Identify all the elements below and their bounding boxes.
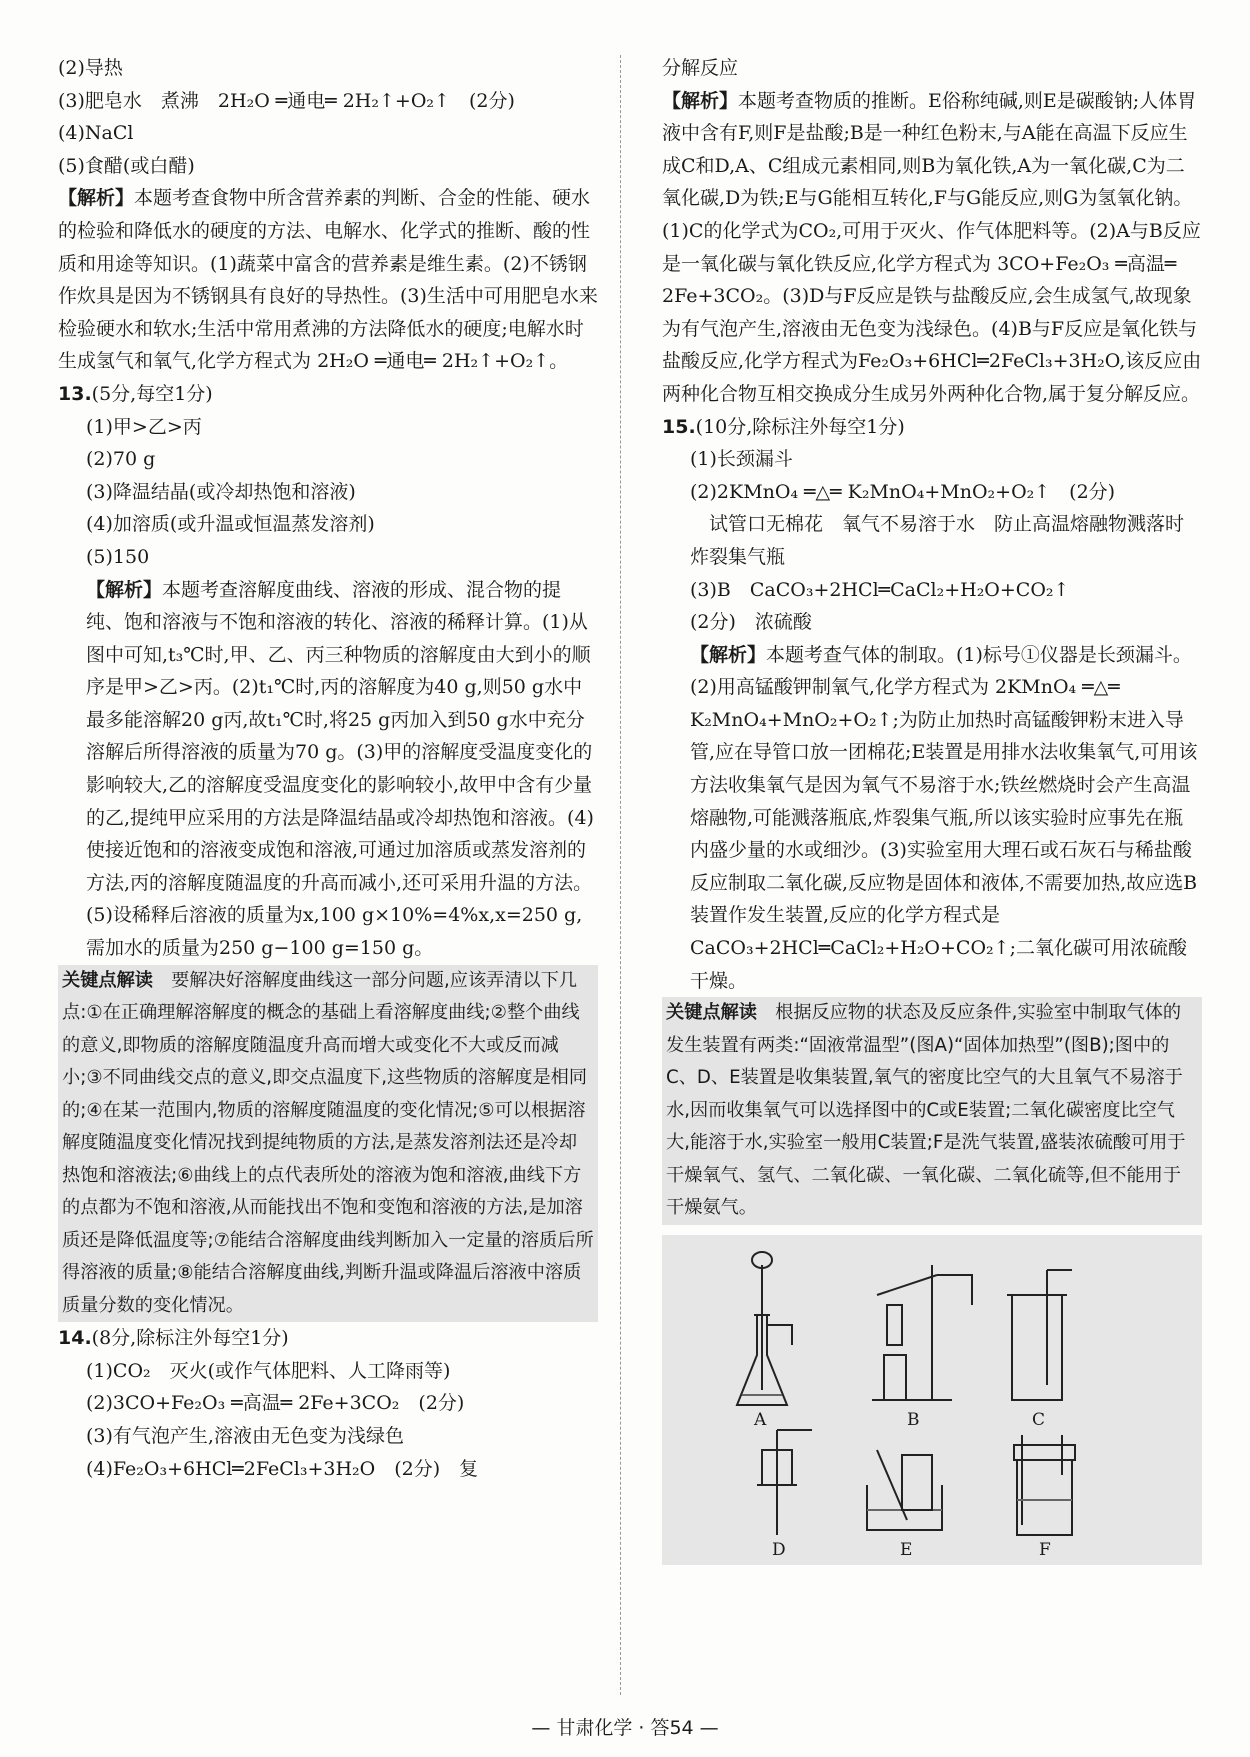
- answer-line: (4)Fe₂O₃+6HCl═2FeCl₃+3H₂O (2分) 复: [86, 1457, 479, 1480]
- question-number: 13.: [58, 382, 92, 405]
- answer-line: 试管口无棉花 氧气不易溶于水 防止高温熔融物溅落时炸裂集气瓶: [690, 513, 1185, 568]
- answer-line: (3)降温结晶(或冷却热饱和溶液): [86, 480, 356, 503]
- left-column: [58, 52, 598, 1485]
- key-point-box: [662, 997, 1202, 1225]
- answer-line: (2)3CO+Fe₂O₃ ═高温═ 2Fe+3CO₂ (2分): [86, 1392, 465, 1415]
- figure-label-c: C: [1032, 1409, 1046, 1430]
- answer-line: (2分) 浓硫酸: [690, 611, 812, 634]
- analysis-tag: 【解析】: [58, 187, 135, 210]
- page-footer: — 甘肃化学 · 答54 —: [531, 1717, 719, 1739]
- question-number: 15.: [662, 415, 696, 438]
- analysis-tag: 【解析】: [690, 643, 767, 666]
- analysis-tag: 【解析】: [662, 89, 739, 112]
- q12-analysis: [58, 182, 598, 378]
- key-point-box: [58, 965, 598, 1323]
- key-point-title: 关键点解读: [62, 969, 153, 991]
- apparatus-c: [1007, 1270, 1072, 1400]
- answer-line: (5)150: [86, 545, 150, 568]
- right-column: [662, 52, 1202, 1565]
- q15-header: [662, 411, 1202, 444]
- score-note: (8分,除标注外每空1分): [91, 1327, 289, 1350]
- answer-line: (2)导热: [58, 57, 123, 79]
- score-note: (10分,除标注外每空1分): [695, 415, 905, 438]
- q13-analysis: [58, 574, 598, 965]
- analysis-text: 本题考查溶解度曲线、溶液的形成、混合物的提纯、饱和溶液与不饱和溶液的转化、溶液的稀释计算。(1)从图中可知,t₃℃时,甲、乙、丙三种物质的溶解度由大到小的顺序是甲>乙>丙。(2)t₁℃时,丙的溶解度为40 g,则50 g水中最多能溶解20 g丙,故t₁℃时,将25 g丙加入到50 g水中充分溶解后所得溶液的质量为70 g。(3)甲的溶解度受温度变化的影响较大,乙的溶解度受温度变化的影响较小,故甲中含有少量的乙,提纯甲应采用的方法是降温结晶或冷却热饱和溶液。(4)使接近饱和的溶液变成饱和溶液,可通过加溶质或蒸发溶剂的方法,丙的溶解度随温度的升高而减小,还可采用升温的方法。(5)设稀释后溶液的质量为x,100 g×10%=4%x,x=250 g,需加水的质量为250 g−100 g=150 g。: [86, 578, 594, 960]
- apparatus-e: [867, 1450, 942, 1530]
- key-point-title: 关键点解读: [666, 1002, 757, 1024]
- analysis-text: 本题考查物质的推断。E俗称纯碱,则E是碳酸钠;人体胃液中含有F,则F是盐酸;B是一种红色粉末,与A能在高温下反应生成C和D,A、C组成元素相同,则B为氧化铁,A为一氧化碳,C为二氧化碳,D为铁;E与G能相互转化,F与G能反应,则G为氢氧化钠。(1)C的化学式为CO₂,可用于灭火、作气体肥料等。(2)A与B反应是一氧化碳与氧化铁反应,化学方程式为 3CO+Fe₂O₃ ═高温═ 2Fe+3CO₂。(3)D与F反应是铁与盐酸反应,会生成氢气,故现象为有气泡产生,溶液由无色变为浅绿色。(4)B与F反应是氧化铁与盐酸反应,化学方程式为Fe₂O₃+6HCl═2FeCl₃+3H₂O,该反应由两种化合物互相交换成分生成另外两种化合物,属于复分解反应。: [662, 89, 1202, 405]
- analysis-tag: 【解析】: [86, 578, 163, 601]
- answer-line: (1)长颈漏斗: [690, 448, 793, 471]
- apparatus-a: [737, 1252, 792, 1405]
- q14-analysis: [662, 85, 1202, 411]
- apparatus-d: [757, 1430, 812, 1535]
- q13-header: [58, 378, 598, 411]
- apparatus-f: [1014, 1435, 1075, 1535]
- apparatus-drawing: [662, 1235, 1202, 1565]
- apparatus-b: [872, 1265, 972, 1400]
- score-note: (5分,每空1分): [91, 382, 213, 405]
- apparatus-figure: [662, 1235, 1202, 1565]
- key-point-text: 根据反应物的状态及反应条件,实验室中制取气体的发生装置有两类:“固液常温型”(图A)“固体加热型”(图B);图中的C、D、E装置是收集装置,氧气的密度比空气的大且氧气不易溶于水,因而收集氧气可以选择图中的C或E装置;二氧化碳密度比空气大,能溶于水,实验室一般用C装置;F是洗气装置,盛装浓硫酸可用于干燥氧气、氢气、二氧化碳、一氧化碳、二氧化硫等,但不能用于干燥氨气。: [666, 1002, 1186, 1219]
- answer-line: (5)食醋(或白醋): [58, 154, 195, 177]
- analysis-text: 本题考查气体的制取。(1)标号①仪器是长颈漏斗。(2)用高锰酸钾制氧气,化学方程式为 2KMnO₄ ═△═ K₂MnO₄+MnO₂+O₂↑;为防止加热时高锰酸钾粉末进入导管,应在导管口放一团棉花;E装置是用排水法收集氧气,可用该方法收集氧气是因为氧气不易溶于水;铁丝燃烧时会产生高温熔融物,可能溅落瓶底,炸裂集气瓶,所以该实验时应事先在瓶内盛少量的水或细沙。(3)实验室用大理石或石灰石与稀盐酸反应制取二氧化碳,反应物是固体和液体,不需要加热,故应选B装置作发生装置,反应的化学方程式是CaCO₃+2HCl═CaCl₂+H₂O+CO₂↑;二氧化碳可用浓硫酸干燥。: [690, 643, 1198, 992]
- figure-label-f: F: [1039, 1539, 1051, 1560]
- answer-line: (3)B CaCO₃+2HCl═CaCl₂+H₂O+CO₂↑: [690, 578, 1070, 601]
- figure-label-d: D: [772, 1539, 786, 1560]
- answer-line: (3)肥皂水 煮沸 2H₂O ═通电═ 2H₂↑+O₂↑ (2分): [58, 89, 515, 112]
- key-point-text: 要解决好溶解度曲线这一部分问题,应该弄清以下几点:①在正确理解溶解度的概念的基础上看溶解度曲线;②整个曲线的意义,即物质的溶解度随温度升高而增大或变化不大或反而减小;③不同曲线交点的意义,即交点温度下,这些物质的溶解度是相同的;④在某一范围内,物质的溶解度随温度的变化情况;⑤可以根据溶解度随温度变化情况找到提纯物质的方法,是蒸发溶剂法还是冷却热饱和溶液法;⑥曲线上的点代表所处的溶液为饱和溶液,曲线下方的点都为不饱和溶液,从而能找出不饱和变饱和溶液的方法,是加溶质还是降低温度等;⑦能结合溶解度曲线判断加入一定量的溶质后所得溶液的质量;⑧能结合溶解度曲线,判断升温或降温后溶液中溶质质量分数的变化情况。: [62, 969, 594, 1316]
- analysis-text: 本题考查食物中所含营养素的判断、合金的性能、硬水的检验和降低水的硬度的方法、电解水、化学式的推断、酸的性质和用途等知识。(1)蔬菜中富含的营养素是维生素。(2)不锈钢作炊具是因为不锈钢具有良好的导热性。(3)生活中可用肥皂水来检验硬水和软水;生活中常用煮沸的方法降低水的硬度;电解水时生成氢气和氧气,化学方程式为 2H₂O ═通电═ 2H₂↑+O₂↑。: [58, 187, 598, 373]
- figure-label-b: B: [907, 1409, 920, 1430]
- question-number: 14.: [58, 1327, 92, 1350]
- q14-header: [58, 1322, 598, 1355]
- answer-line: (4)NaCl: [58, 122, 134, 145]
- answer-line: (2)70 g: [86, 448, 156, 471]
- answer-line: 分解反应: [662, 57, 739, 79]
- q15-analysis: [662, 639, 1202, 998]
- answer-line: (1)甲>乙>丙: [86, 415, 202, 438]
- answer-line: (4)加溶质(或升温或恒温蒸发溶剂): [86, 513, 375, 536]
- answer-line: (1)CO₂ 灭火(或作气体肥料、人工降雨等): [86, 1359, 451, 1382]
- answer-line: (3)有气泡产生,溶液由无色变为浅绿色: [86, 1424, 404, 1447]
- figure-label-a: A: [754, 1409, 767, 1430]
- column-divider: [620, 55, 621, 1695]
- figure-label-e: E: [900, 1539, 913, 1560]
- answer-line: (2)2KMnO₄ ═△═ K₂MnO₄+MnO₂+O₂↑ (2分): [690, 480, 1116, 503]
